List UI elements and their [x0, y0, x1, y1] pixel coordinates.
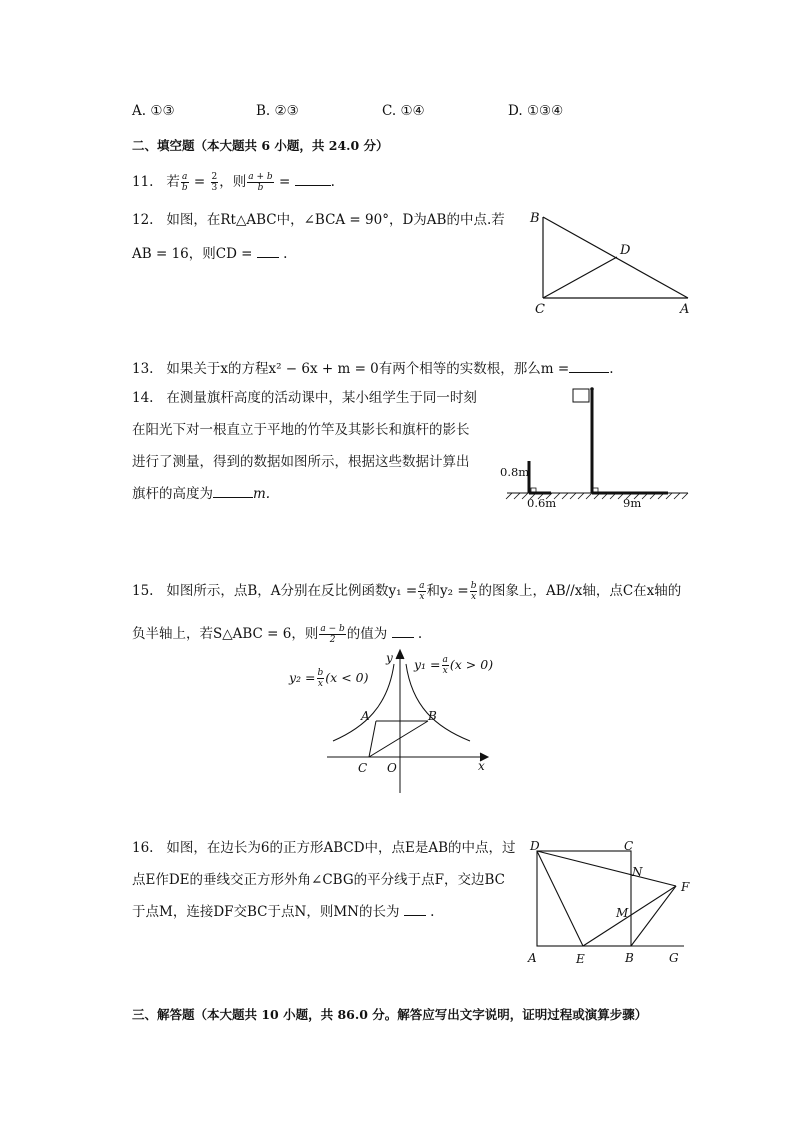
q16-label-b: B: [625, 951, 634, 965]
q15-label-a: A: [361, 709, 370, 723]
q15-label-b: B: [428, 709, 437, 723]
q15-y1-label: y₁ = $\frac{a}{x}$ (x > 0): [414, 655, 494, 676]
question-16-line1: 16. 如图，在边长为6的正方形ABCD中，点E是AB的中点，过: [132, 840, 516, 856]
question-15-line1: 15. 如图所示，点B，A分别在反比例函数y₁ = $\frac{a}{x}$ 和y₂ = $\frac{b}{x}$ 的图象上，AB//x轴，点C在x轴的: [132, 581, 682, 602]
question-14-line2: 在阳光下对一根直立于平地的竹竿及其影长和旗杆的影长: [132, 422, 470, 438]
question-16-line3: 于点M，连接DF交BC于点N，则MN的长为 .: [132, 904, 435, 920]
q14-pole-height: 0.8m: [500, 465, 530, 479]
q16-label-g: G: [669, 951, 679, 965]
q15-y-axis-label: y: [386, 651, 393, 665]
question-14-line1: 14. 在测量旗杆高度的活动课中，某小组学生于同一时刻: [132, 390, 477, 406]
q15-label-o: O: [387, 761, 397, 775]
section2-heading: 二、填空题（本大题共 6 小题，共 24.0 分）: [132, 138, 389, 153]
question-14-line4: 旗杆的高度为 m.: [132, 486, 271, 502]
question-15-line2: 负半轴上，若S△ABC = 6，则 $\frac{a - b}{2}$ 的值为 .: [132, 624, 423, 645]
q16-label-c: C: [624, 839, 634, 853]
q14-pole-shadow: 0.6m: [527, 496, 557, 510]
q16-label-e: E: [576, 952, 585, 966]
question-12-line1: 12. 如图，在Rt△ABC中，∠BCA = 90°，D为AB的中点.若: [132, 212, 505, 228]
q15-y2-label: y₂ = $\frac{b}{x}$ (x < 0): [289, 668, 369, 689]
question-16-line2: 点E作DE的垂线交正方形外角∠CBG的平分线于点F，交边BC: [132, 872, 505, 888]
q16-label-m: M: [616, 906, 629, 920]
q16-label-f: F: [681, 880, 690, 894]
q12-label-b: B: [530, 211, 540, 226]
q14-flag-shadow: 9m: [623, 496, 642, 510]
q12-label-d: D: [620, 243, 631, 258]
choice-c: C. ①④: [382, 103, 425, 119]
question-12-line2: AB = 16，则CD = .: [132, 246, 288, 262]
question-14-line3: 进行了测量，得到的数据如图所示，根据这些数据计算出: [132, 454, 470, 470]
q12-label-c: C: [535, 302, 545, 317]
q16-label-n: N: [632, 865, 643, 879]
section3-heading: 三、解答题（本大题共 10 小题，共 86.0 分。解答应写出文字说明，证明过程或演算步骤）: [132, 1007, 648, 1022]
q16-label-a: A: [528, 951, 537, 965]
q12-label-a: A: [680, 302, 690, 317]
q15-label-c: C: [358, 761, 368, 775]
question-13: 13. 如果关于x的方程x² − 6x + m = 0有两个相等的实数根，那么m = .: [132, 361, 614, 377]
q16-label-d: D: [530, 839, 540, 853]
choice-d: D. ①③④: [508, 103, 564, 119]
q15-x-axis-label: x: [478, 759, 485, 773]
choice-b: B. ②③: [256, 103, 299, 119]
choice-a: A. ①③: [132, 103, 175, 119]
question-11: 11. 若 $\frac{a}{b}$ = $\frac{2}{3}$ ，则 $\frac{a + b}{b}$ = .: [132, 172, 335, 193]
